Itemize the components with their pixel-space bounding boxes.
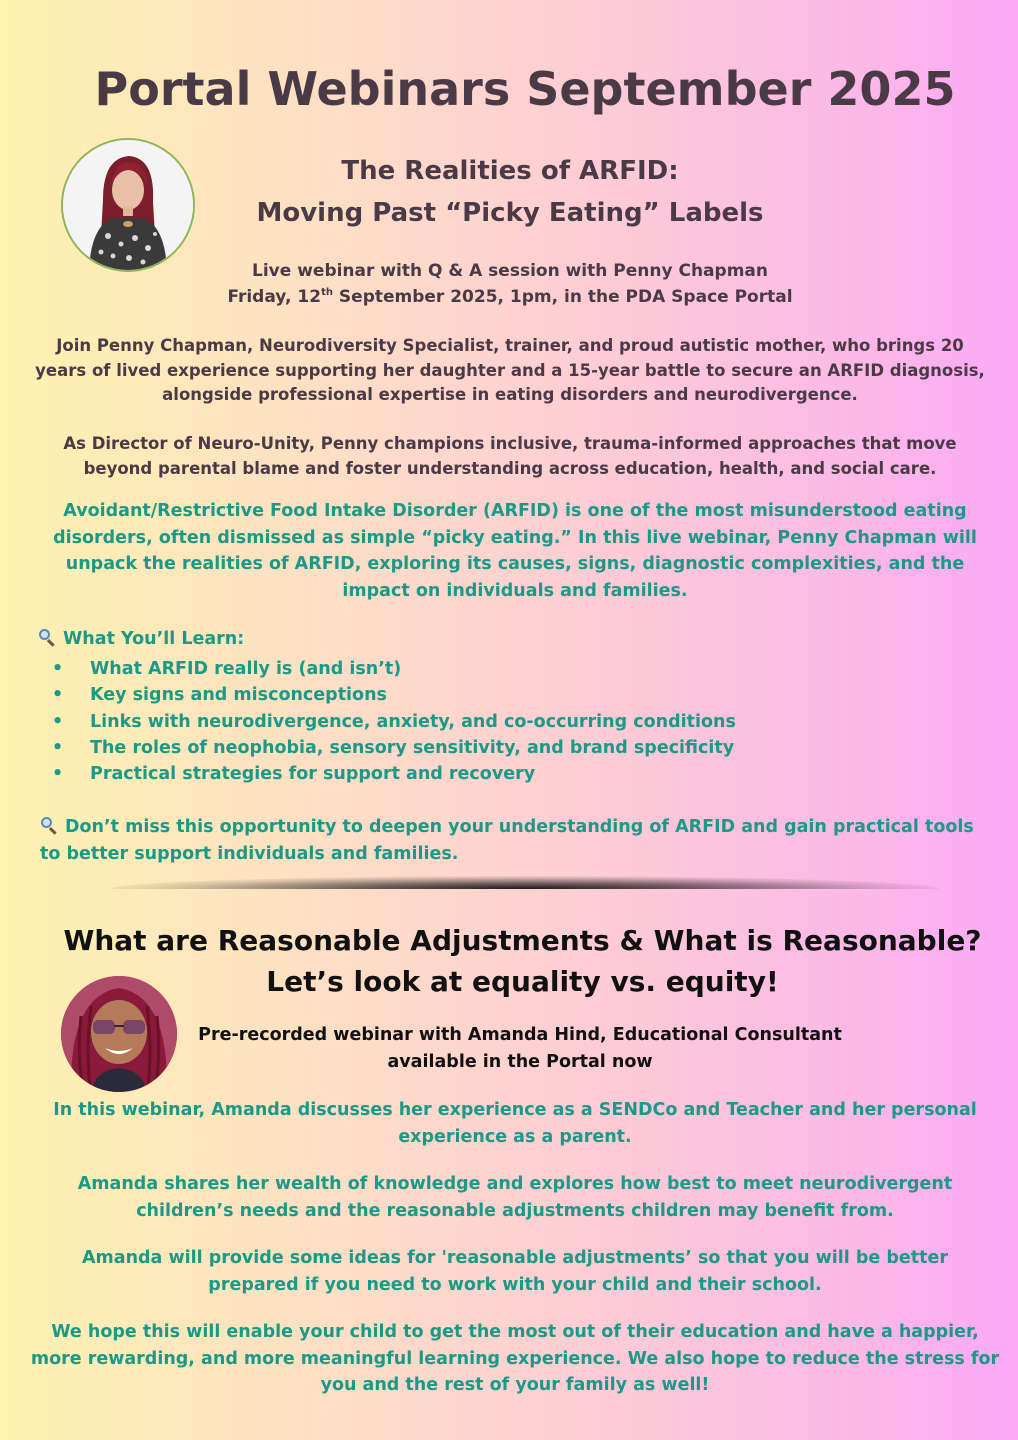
portrait-illustration bbox=[61, 976, 177, 1092]
session2-title-line2: Let’s look at equality vs. equity! bbox=[266, 965, 779, 998]
presenter-photo-amanda-hind bbox=[61, 976, 177, 1092]
session2-paragraph: We hope this will enable your child to get the most out of their education and have a happier, more rewarding, and more meaningful learning experience. We also hope to reduce the stress for you and the rest of your family as well! bbox=[30, 1322, 1000, 1395]
presenter-photo-penny-chapman bbox=[61, 138, 195, 272]
session1-format: Live webinar with Q & A session with Penny Chapman bbox=[252, 261, 768, 281]
session2-paragraph: Amanda will provide some ideas for 'reasonable adjustments’ so that you will be better prepared if you need to work with your child and their school. bbox=[81, 1248, 948, 1295]
session1-title bbox=[200, 150, 820, 234]
list-item: • Key signs and misconceptions bbox=[52, 685, 387, 706]
session1-details bbox=[160, 258, 860, 310]
session2-paragraph: Amanda shares her wealth of knowledge and explores how best to meet neurodivergent children’s needs and the reasonable adjustments children may benefit from. bbox=[77, 1174, 953, 1221]
session2-availability: available in the Portal now bbox=[387, 1052, 653, 1072]
session1-title-line1: The Realities of ARFID: bbox=[341, 156, 679, 186]
presenter-role-paragraph: As Director of Neuro-Unity, Penny champions inclusive, trauma-informed approaches that move beyond parental blame and foster understanding across education, health, and social care. bbox=[63, 434, 957, 478]
session2-paragraph: In this webinar, Amanda discusses her experience as a SENDCo and Teacher and her personal experience as a parent. bbox=[53, 1100, 977, 1147]
session2-format: Pre-recorded webinar with Amanda Hind, Educational Consultant bbox=[198, 1025, 842, 1045]
session2-title bbox=[40, 920, 1005, 1002]
session1-title-line2: Moving Past “Picky Eating” Labels bbox=[256, 198, 764, 228]
learn-heading: What You’ll Learn: bbox=[38, 628, 244, 649]
session2-title-line1: What are Reasonable Adjustments & What is Reasonable? bbox=[63, 924, 982, 957]
call-to-action: Don’t miss this opportunity to deepen your understanding of ARFID and gain practical tools to better support individuals and families. bbox=[40, 817, 974, 864]
learn-list bbox=[38, 656, 736, 787]
section-divider bbox=[110, 876, 940, 902]
list-item: • The roles of neophobia, sensory sensitivity, and brand specificity bbox=[52, 737, 735, 758]
magnifying-glass-icon bbox=[38, 628, 58, 646]
list-item: • Links with neurodivergence, anxiety, and co-occurring conditions bbox=[52, 711, 736, 732]
list-item: • Practical strategies for support and recovery bbox=[52, 764, 536, 785]
session1-date: Friday, 12th September 2025, 1pm, in the PDA Space Portal bbox=[227, 287, 793, 307]
magnifying-glass-icon bbox=[40, 816, 60, 834]
page-title: Portal Webinars September 2025 bbox=[94, 62, 956, 116]
session2-details bbox=[170, 1022, 870, 1076]
list-item: • What ARFID really is (and isn’t) bbox=[52, 659, 402, 679]
session1-description: Avoidant/Restrictive Food Intake Disorder (ARFID) is one of the most misunderstood eating disorders, often dismissed as simple “picky eating.” In this live webinar, Penny Chapman will unpack the realities of ARFID, exploring its causes, signs, diagnostic complexities, and the impact on individuals and families. bbox=[53, 501, 977, 601]
portrait-illustration bbox=[63, 140, 193, 270]
presenter-bio-paragraph: Join Penny Chapman, Neurodiversity Specialist, trainer, and proud autistic mother, who brings 20 years of lived experience supporting her daughter and a 15-year battle to secure an ARFID diagnosis, alongside professional expertise in eating disorders and neurodivergence. bbox=[35, 336, 985, 404]
